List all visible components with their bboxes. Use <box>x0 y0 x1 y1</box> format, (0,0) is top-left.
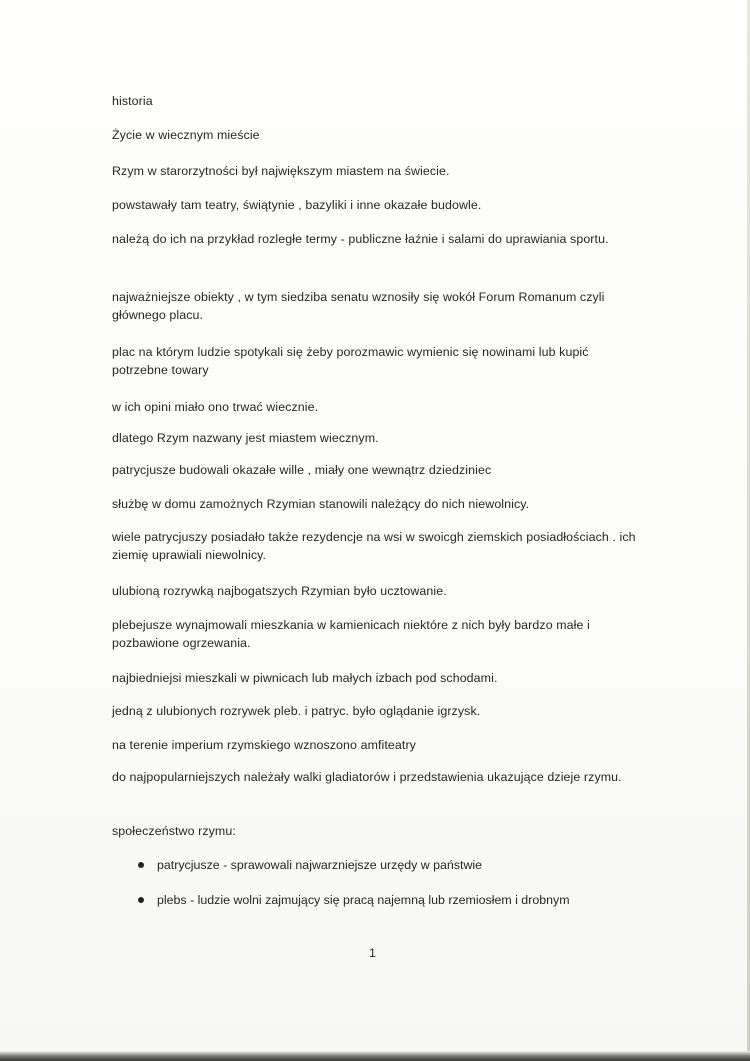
paragraph-14: jedną z ulubionych rozrywek pleb. i patryc. było oglądanie igrzysk. <box>112 704 481 718</box>
paragraph-2: powstawały tam teatry, świątynie , bazyliki i inne okazałe budowle. <box>112 198 482 212</box>
paragraph-17: społeczeństwo rzymu: <box>112 824 236 838</box>
bullet-item <box>138 856 482 874</box>
page-number: 1 <box>369 946 376 960</box>
paragraph-7: dlatego Rzym nazwany jest miastem wiecznym. <box>112 431 379 445</box>
bullet-item <box>138 891 570 909</box>
paragraph-11: ulubioną rozrywką najbogatszych Rzymian było ucztowanie. <box>112 584 447 598</box>
document-title: Życie w wiecznym mieście <box>112 128 260 142</box>
paragraph-3: należą do ich na przykład rozległe termy - publiczne łaźnie i salami do uprawiania sportu. <box>112 232 609 246</box>
paragraph-1: Rzym w starorzytności był największym miastem na świecie. <box>112 164 450 178</box>
paragraph-10: wiele patrycjuszy posiadało także rezydencje na wsi w swoicgh ziemskich posiadłościach . ich ziemię uprawiali niewolnicy. <box>112 530 636 562</box>
paragraph-13: najbiedniejsi mieszkali w piwnicach lub małych izbach pod schodami. <box>112 671 498 685</box>
paragraph-5: plac na którym ludzie spotykali się żeby porozmawic wymienic się nowinami lub kupić potrzebne towary <box>112 345 589 377</box>
document-subject: historia <box>112 94 153 108</box>
paragraph-9: służbę w domu zamożnych Rzymian stanowili należący do nich niewolnicy. <box>112 497 530 511</box>
bullet-icon <box>138 897 144 903</box>
paragraph-4: najważniejsze obiekty , w tym siedziba senatu wznosiły się wokół Forum Romanum czyli głównego placu. <box>112 290 605 322</box>
paragraph-6: w ich opini miało ono trwać wiecznie. <box>112 400 319 414</box>
bullet-text: patrycjusze - sprawowali najwarzniejsze urzędy w państwie <box>157 858 483 872</box>
paragraph-15: na terenie imperium rzymskiego wznoszono amfiteatry <box>112 738 416 752</box>
bullet-icon <box>138 862 144 868</box>
paragraph-16: do najpopularniejszych należały walki gladiatorów i przedstawienia ukazujące dzieje rzymu. <box>112 770 622 784</box>
bullet-text: plebs - ludzie wolni zajmujący się pracą najemną lub rzemiosłem i drobnym <box>157 893 570 907</box>
scan-edge <box>0 1051 750 1061</box>
paragraph-8: patrycjusze budowali okazałe wille , miały one wewnątrz dziedziniec <box>112 463 492 477</box>
paragraph-12: plebejusze wynajmowali mieszkania w kamienicach niektóre z nich były bardzo małe i pozbawione ogrzewania. <box>112 618 590 650</box>
